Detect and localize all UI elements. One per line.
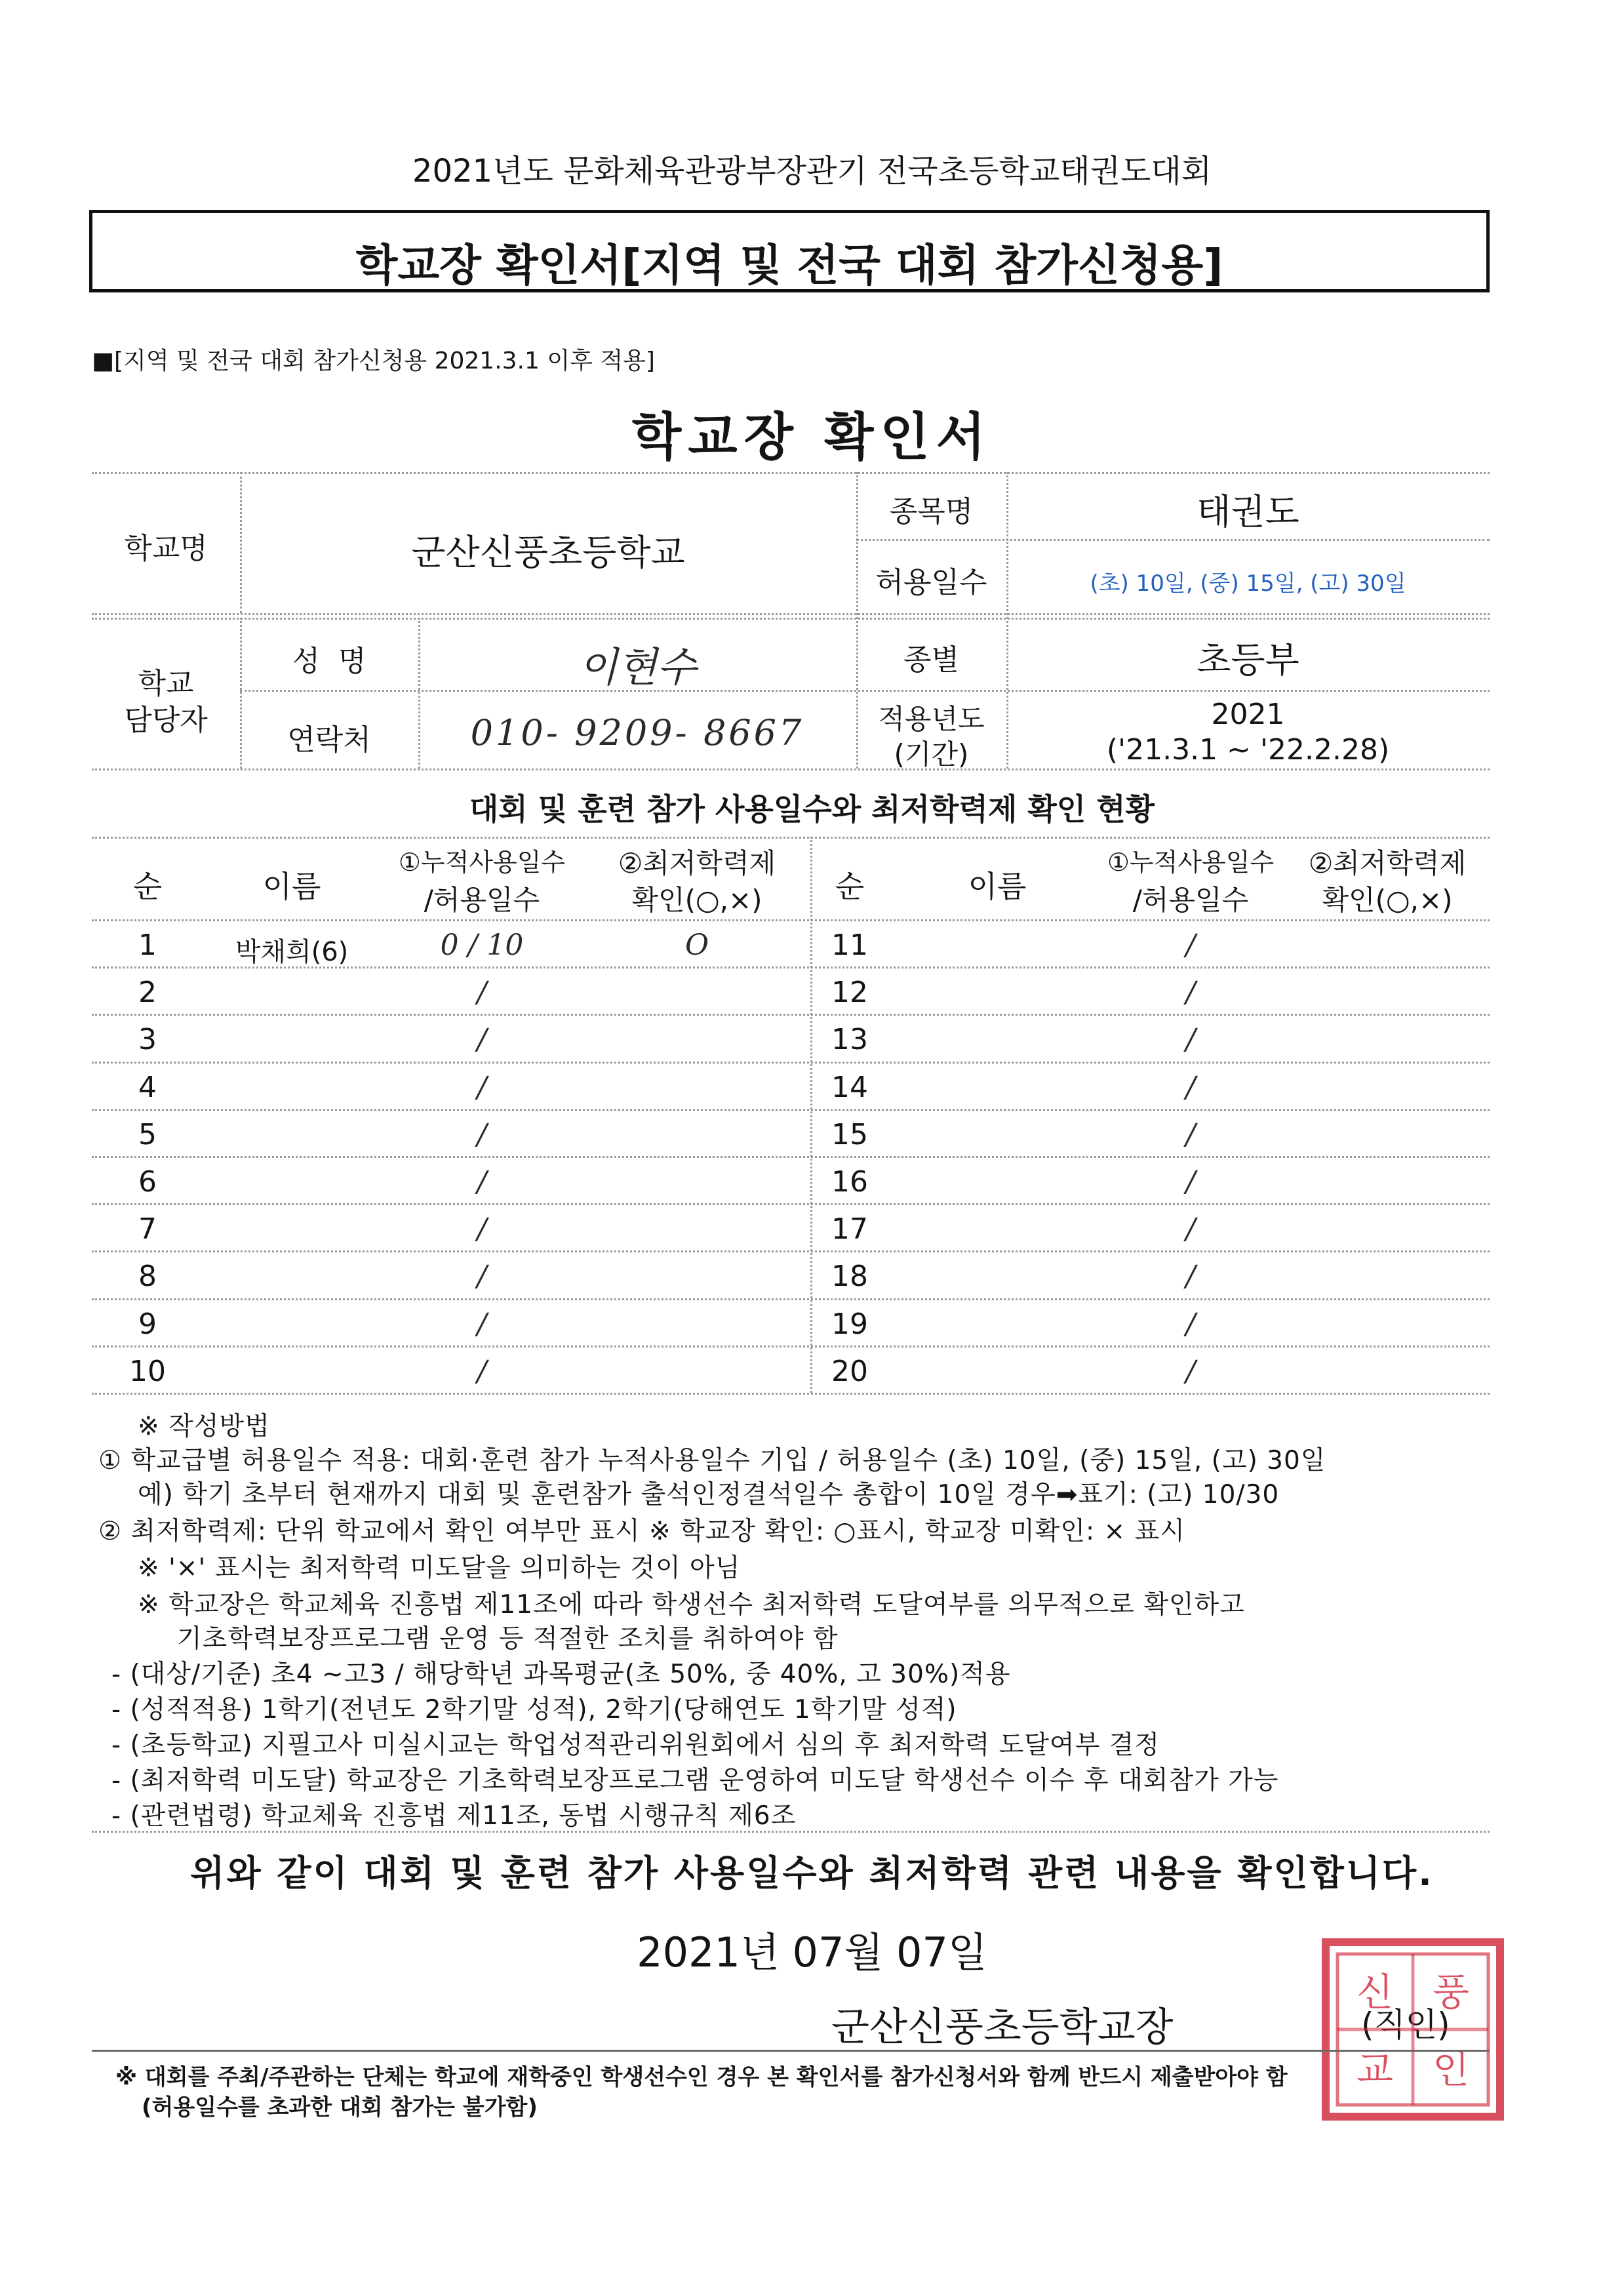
row-number: 15 bbox=[831, 1117, 868, 1151]
status-table-title: 대회 및 훈련 참가 사용일수와 최저학력제 확인 현황 bbox=[469, 791, 1155, 827]
row-divider bbox=[92, 1346, 1490, 1347]
row-days-used: / bbox=[1185, 1260, 1196, 1294]
row-number: 14 bbox=[831, 1070, 868, 1104]
row-number: 5 bbox=[138, 1117, 157, 1151]
row-days-used: / bbox=[1185, 928, 1196, 962]
row-divider bbox=[92, 1250, 1490, 1252]
col-name-right: 이름 bbox=[968, 869, 1027, 904]
name-label: 성 명 bbox=[292, 645, 366, 678]
row-academic-check: O bbox=[684, 928, 709, 962]
row-number: 12 bbox=[831, 976, 868, 1010]
row-days-used: / bbox=[477, 976, 487, 1010]
col-days-left-line2: /허용일수 bbox=[424, 884, 540, 916]
row-divider bbox=[92, 1203, 1490, 1205]
row-days-used: / bbox=[1185, 1307, 1196, 1341]
row-number: 6 bbox=[138, 1165, 157, 1199]
row-divider bbox=[92, 1298, 1490, 1300]
row-number: 19 bbox=[831, 1307, 868, 1341]
instruction-line: - (초등학교) 지필고사 미실시교는 학업성적관리위원회에서 심의 후 최저학력 도달여부 결정 bbox=[111, 1730, 1160, 1760]
title-box bbox=[89, 210, 1490, 292]
svg-text:풍: 풍 bbox=[1432, 1970, 1470, 2014]
row-days-used: / bbox=[477, 1023, 487, 1057]
row-days-used: / bbox=[1185, 1212, 1196, 1247]
school-name-value: 군산신풍초등학교 bbox=[411, 532, 685, 573]
row-divider bbox=[92, 1156, 1490, 1158]
svg-text:신: 신 bbox=[1356, 1970, 1394, 2014]
row-number: 8 bbox=[138, 1260, 157, 1294]
usage-note-text: [지역 및 전국 대회 참가신청용 2021.3.1 이후 적용] bbox=[114, 348, 655, 374]
row-number: 2 bbox=[138, 976, 157, 1010]
row-number: 13 bbox=[831, 1023, 868, 1057]
row-days-used: / bbox=[477, 1212, 487, 1247]
row-days-used: / bbox=[1185, 976, 1196, 1010]
sport-label: 종목명 bbox=[889, 495, 974, 529]
row-number: 3 bbox=[138, 1023, 157, 1057]
col-no-left: 순 bbox=[132, 869, 163, 904]
confirmation-date: 2021년 07월 07일 bbox=[637, 1928, 987, 1976]
instruction-line: - (관련법령) 학교체육 진흥법 제11조, 동법 시행규칙 제6조 bbox=[111, 1801, 797, 1831]
col-check-right-line1: ②최저학력제 bbox=[1308, 847, 1467, 879]
row-days-used: / bbox=[477, 1260, 487, 1294]
year-value-line2: ('21.3.1 ~ '22.2.28) bbox=[1106, 733, 1390, 767]
row-number: 18 bbox=[831, 1260, 868, 1294]
contact-label: 연락처 bbox=[287, 723, 371, 757]
row-number: 7 bbox=[138, 1212, 157, 1247]
usage-note bbox=[92, 342, 655, 376]
instruction-line: 기초학력보장프로그램 운영 등 적절한 조치를 취하여야 함 bbox=[177, 1624, 839, 1654]
col-check-left-line1: ②최저학력제 bbox=[618, 847, 776, 879]
year-label-line2: (기간) bbox=[894, 738, 969, 770]
row-days-used: / bbox=[477, 1117, 487, 1151]
row-days-used: / bbox=[1185, 1354, 1196, 1388]
staff-label-line1: 학교 bbox=[138, 667, 194, 700]
row-number: 20 bbox=[831, 1354, 868, 1388]
instruction-line: ※ '×' 표시는 최저학력 미도달을 의미하는 것이 아님 bbox=[138, 1553, 741, 1583]
row-days-used: / bbox=[1185, 1165, 1196, 1199]
row-number: 10 bbox=[129, 1354, 166, 1388]
row-number: 11 bbox=[831, 928, 868, 962]
footer-note-1: ※ 대회를 주최/주관하는 단체는 학교에 재학중인 학생선수인 경우 본 확인서를 참가신청서와 함께 반드시 제출받아야 함 bbox=[115, 2064, 1288, 2090]
staff-label-line2: 담당자 bbox=[124, 704, 208, 737]
svg-text:교: 교 bbox=[1356, 2047, 1394, 2092]
school-name-label: 학교명 bbox=[124, 532, 208, 565]
row-days-used: / bbox=[1185, 1023, 1196, 1057]
row-number: 1 bbox=[138, 928, 157, 962]
allowed-days-label: 허용일수 bbox=[875, 566, 987, 599]
year-value-line1: 2021 bbox=[1211, 698, 1285, 731]
row-days-used: / bbox=[477, 1307, 487, 1341]
row-days-used: / bbox=[1185, 1070, 1196, 1104]
col-days-right-line1: ①누적사용일수 bbox=[1107, 848, 1275, 877]
row-number: 16 bbox=[831, 1165, 868, 1199]
title-box-text: 학교장 확인서[지역 및 전국 대회 참가신청용] bbox=[355, 240, 1223, 290]
row-days-used: / bbox=[477, 1165, 487, 1199]
row-divider bbox=[92, 1014, 1490, 1016]
division-label: 종별 bbox=[903, 643, 959, 677]
col-days-left-line1: ①누적사용일수 bbox=[398, 848, 566, 877]
row-days-used: / bbox=[477, 1354, 487, 1388]
instruction-line: - (성적적용) 1학기(전년도 2학기말 성적), 2학기(당해연도 1학기말 성적) bbox=[111, 1695, 957, 1725]
svg-text:인: 인 bbox=[1432, 2047, 1470, 2092]
instruction-line: 예) 학기 초부터 현재까지 대회 및 훈련참가 출석인정결석일수 총합이 10일 경우➡표기: (고) 10/30 bbox=[138, 1480, 1280, 1509]
official-seal bbox=[1322, 1938, 1504, 2121]
row-number: 9 bbox=[138, 1307, 157, 1341]
instruction-line: ① 학교급별 허용일수 적용: 대회·훈련 참가 누적사용일수 기입 / 허용일수 (초) 10일, (중) 15일, (고) 30일 bbox=[98, 1446, 1326, 1475]
row-divider bbox=[92, 1062, 1490, 1064]
name-value: 이현수 bbox=[578, 643, 696, 691]
row-days-used: / bbox=[477, 1070, 487, 1104]
row-divider bbox=[92, 1109, 1490, 1111]
col-check-left-line2: 확인(○,×) bbox=[631, 884, 762, 916]
form-title: 학교장 확인서 bbox=[631, 408, 993, 467]
row-number: 4 bbox=[138, 1070, 157, 1104]
col-days-right-line2: /허용일수 bbox=[1132, 884, 1249, 916]
col-check-right-line2: 확인(○,×) bbox=[1322, 884, 1453, 916]
instruction-line: - (대상/기준) 초4 ~고3 / 해당학년 과목평균(초 50%, 중 40%, 고 30%)적용 bbox=[111, 1660, 1011, 1689]
seal-label: (직인) bbox=[1361, 2006, 1450, 2044]
confirmation-statement: 위와 같이 대회 및 훈련 참가 사용일수와 최저학력 관련 내용을 확인합니다. bbox=[190, 1852, 1434, 1894]
row-student-name: 박채희(6) bbox=[235, 937, 349, 967]
event-title: 2021년도 문화체육관광부장관기 전국초등학교태권도대회 bbox=[412, 153, 1212, 190]
division-value: 초등부 bbox=[1197, 639, 1299, 681]
row-days-used: 0 / 10 bbox=[440, 928, 524, 962]
signer-name: 군산신풍초등학교장 bbox=[831, 2005, 1174, 2050]
year-label-line1: 적용년도 bbox=[878, 703, 985, 735]
sport-value: 태권도 bbox=[1197, 491, 1299, 532]
row-divider bbox=[92, 1393, 1490, 1395]
row-number: 17 bbox=[831, 1212, 868, 1247]
usage-note-marker: ■ bbox=[92, 348, 115, 374]
contact-value: 010- 9209- 8667 bbox=[470, 712, 804, 753]
allowed-days-value: (초) 10일, (중) 15일, (고) 30일 bbox=[1090, 570, 1406, 597]
footer-note-2: (허용일수를 초과한 대회 참가는 불가함) bbox=[142, 2094, 538, 2121]
instruction-line: ② 최저학력제: 단위 학교에서 확인 여부만 표시 ※ 학교장 확인: ○표시, 학교장 미확인: × 표시 bbox=[98, 1517, 1185, 1546]
col-name-left: 이름 bbox=[262, 869, 321, 904]
col-no-right: 순 bbox=[835, 869, 865, 904]
instruction-line: - (최저학력 미도달) 학교장은 기초학력보장프로그램 운영하여 미도달 학생선수 이수 후 대회참가 가능 bbox=[111, 1766, 1279, 1795]
instruction-line: ※ 학교장은 학교체육 진흥법 제11조에 따라 학생선수 최저학력 도달여부를 의무적으로 확인하고 bbox=[138, 1590, 1245, 1620]
row-days-used: / bbox=[1185, 1117, 1196, 1151]
instructions-heading: ※ 작성방법 bbox=[138, 1412, 270, 1441]
